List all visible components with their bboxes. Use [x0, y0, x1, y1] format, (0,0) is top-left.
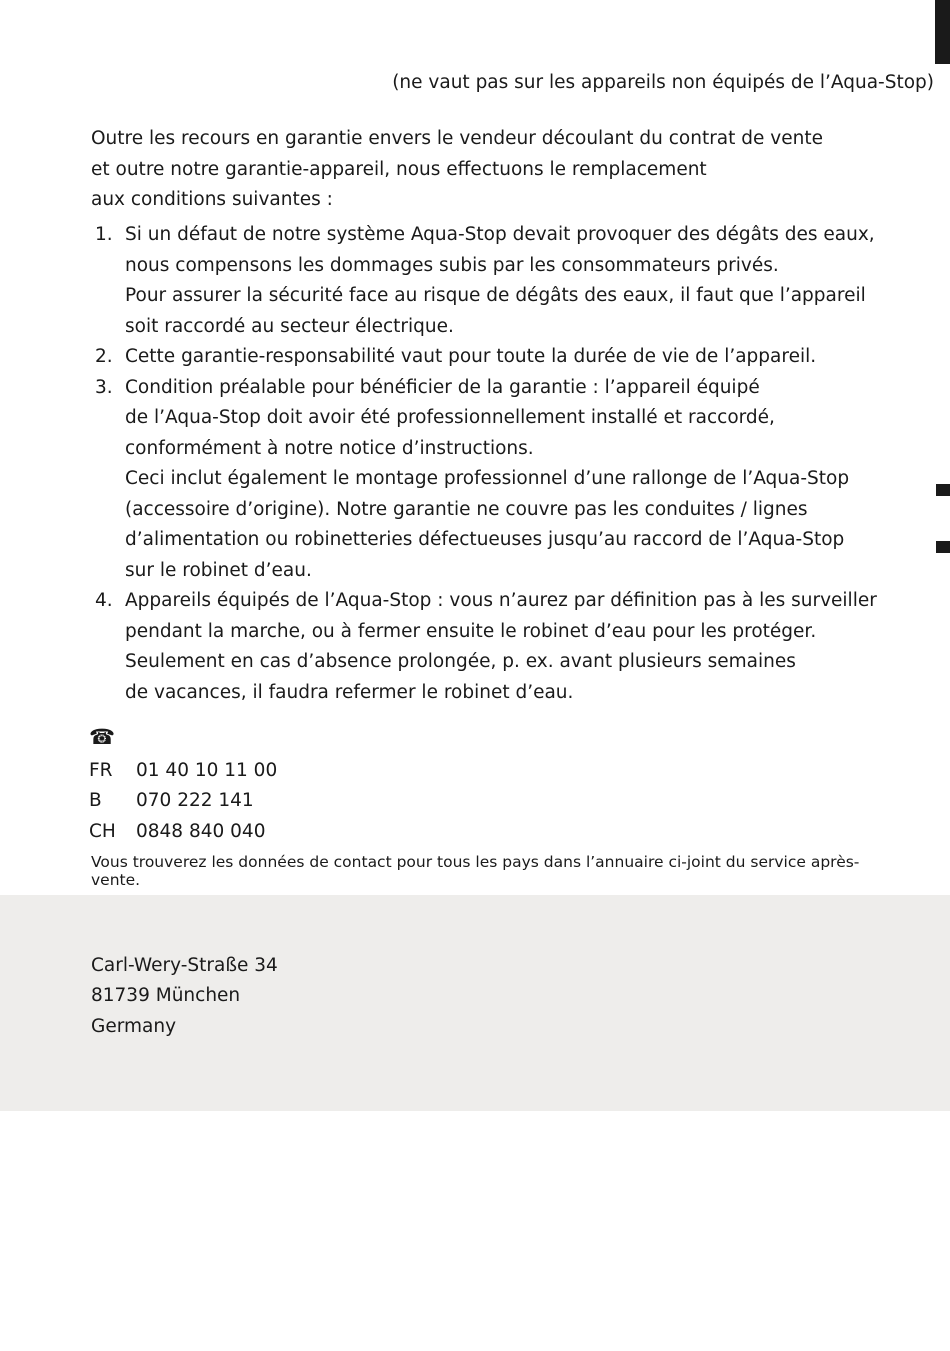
address-panel: [0, 895, 950, 1111]
condition-line: Appareils équipés de l’Aqua-Stop : vous n’aurez par définition pas à les surveiller: [125, 590, 877, 611]
condition-number: 4.: [95, 590, 113, 611]
condition-number: 2.: [95, 346, 113, 367]
condition-line: Condition préalable pour bénéficier de la garantie : l’appareil équipé: [125, 376, 760, 398]
telephone-icon: ☎: [89, 725, 116, 749]
country-code: FR: [89, 760, 113, 781]
condition-item: [91, 586, 931, 708]
condition-line: Seulement en cas d’absence prolongée, p. ex. avant plusieurs semaines: [125, 651, 796, 672]
condition-line: de l’Aqua-Stop doit avoir été professionnellement installé et raccordé,: [125, 407, 775, 428]
address-street: Carl-Wery-Straße 34: [91, 955, 278, 976]
section-tab-marker: [935, 0, 950, 64]
intro-paragraph: [91, 124, 931, 216]
condition-line: soit raccordé au secteur électrique.: [125, 315, 454, 337]
condition-item: [91, 220, 931, 342]
section-tab-marker: [936, 484, 950, 496]
intro-line: Outre les recours en garantie envers le vendeur découlant du contrat de vente: [91, 128, 823, 149]
condition-number: 1.: [95, 224, 113, 245]
condition-line: Ceci inclut également le montage professionnel d’une rallonge de l’Aqua-Stop: [125, 468, 850, 489]
condition-line: Pour assurer la sécurité face au risque de dégâts des eaux, il faut que l’appareil: [125, 285, 866, 306]
condition-line: d’alimentation ou robinetteries défectueuses jusqu’au raccord de l’Aqua-Stop: [125, 529, 845, 550]
condition-line: (accessoire d’origine). Notre garantie ne couvre pas les conduites / lignes: [125, 498, 808, 520]
condition-line: Si un défaut de notre système Aqua-Stop devait provoquer des dégâts des eaux,: [125, 224, 875, 245]
phone-number[interactable]: 0848 840 040: [136, 820, 266, 842]
phone-list: [89, 756, 277, 847]
section-tab-marker: [936, 541, 950, 553]
phone-row-ch: [89, 817, 277, 847]
conditions-list: [91, 220, 931, 708]
phone-row-fr: [89, 756, 277, 786]
contact-note: Vous trouverez les données de contact pour tous les pays dans l’annuaire ci-joint du service après-vente.: [91, 853, 860, 889]
phone-number[interactable]: 070 222 141: [136, 790, 254, 812]
phone-row-b: [89, 786, 277, 816]
condition-item: [91, 373, 931, 587]
condition-line: sur le robinet d’eau.: [125, 559, 312, 581]
condition-line: pendant la marche, ou à fermer ensuite le robinet d’eau pour les protéger.: [125, 620, 817, 642]
address-country: Germany: [91, 1015, 177, 1037]
condition-item: [91, 342, 931, 373]
address-city: 81739 München: [91, 985, 241, 1007]
postal-address: [91, 951, 278, 1042]
condition-line: conformément à notre notice d’instructions.: [125, 437, 534, 459]
condition-line: de vacances, il faudra refermer le robinet d’eau.: [125, 681, 574, 703]
intro-line: et outre notre garantie-appareil, nous effectuons le remplacement: [91, 158, 707, 180]
condition-line: Cette garantie-responsabilité vaut pour toute la durée de vie de l’appareil.: [125, 346, 817, 367]
condition-line: nous compensons les dommages subis par les consommateurs privés.: [125, 254, 779, 276]
country-code: CH: [89, 820, 116, 842]
country-code: B: [89, 790, 102, 812]
condition-number: 3.: [95, 376, 113, 398]
page-subtitle: (ne vaut pas sur les appareils non équipés de l’Aqua-Stop): [392, 72, 934, 93]
phone-number[interactable]: 01 40 10 11 00: [136, 760, 278, 781]
intro-line: aux conditions suivantes :: [91, 189, 333, 210]
